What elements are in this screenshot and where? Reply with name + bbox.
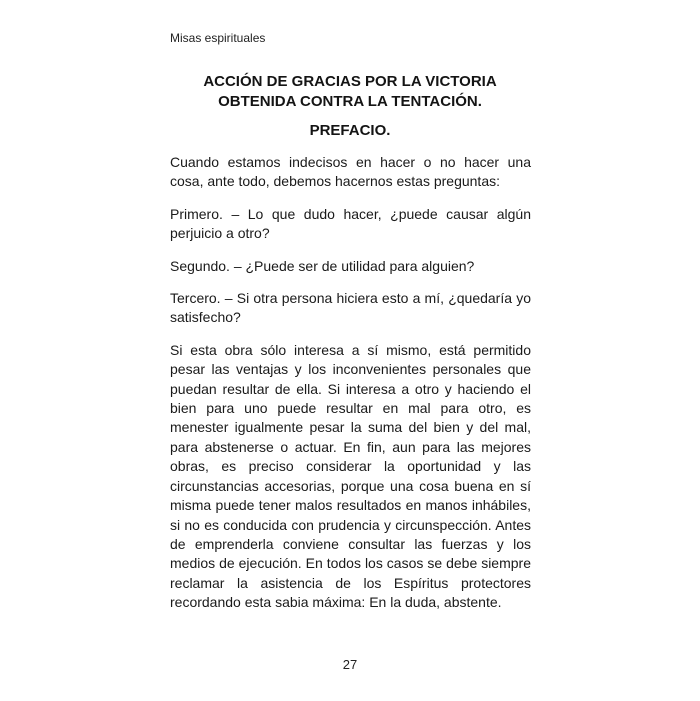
chapter-title-line-2: OBTENIDA CONTRA LA TENTACIÓN. [218, 93, 482, 110]
running-head: Misas espirituales [170, 31, 266, 45]
chapter-title-line-1: ACCIÓN DE GRACIAS POR LA VICTORIA [203, 73, 497, 90]
paragraph: Cuando estamos indecisos en hacer o no hacer una cosa, ante todo, debemos hacernos estas preguntas: [170, 154, 531, 190]
paragraph: Primero. – Lo que dudo hacer, ¿puede causar algún perjuicio a otro? [170, 205, 531, 242]
paragraph: Segundo. – ¿Puede ser de utilidad para alguien? [170, 257, 475, 274]
page-number: 27 [342, 657, 358, 672]
paragraph: Si esta obra sólo interesa a sí mismo, está permitido pesar las ventajas y los inconvenientes personales que puedan resultar de ella. Si interesa a otro y haciendo el bien para uno puede resultar en mal para otro, es menester igualmente pesar la suma del bien y del mal, para abstenerse o actuar. En fin, aun para las mejores obras, es preciso considerar la oportunidad y las circunstancias accesorias, porque una cosa buena en sí misma puede tener malos resultados en manos inhábiles, si no es conducida con prudencia y circunspección. Antes de emprenderla conviene consultar las fuerzas y los medios de ejecución. En todos los casos se debe siempre reclamar la asistencia de los Espíritus protectores recordando esta sabia máxima: En la duda, abstente. [170, 341, 531, 611]
section-heading: PREFACIO. [309, 122, 391, 139]
chapter-title [170, 72, 530, 112]
paragraph: Tercero. – Si otra persona hiciera esto a mí, ¿quedaría yo satisfecho? [170, 290, 531, 326]
body-text [170, 153, 531, 626]
